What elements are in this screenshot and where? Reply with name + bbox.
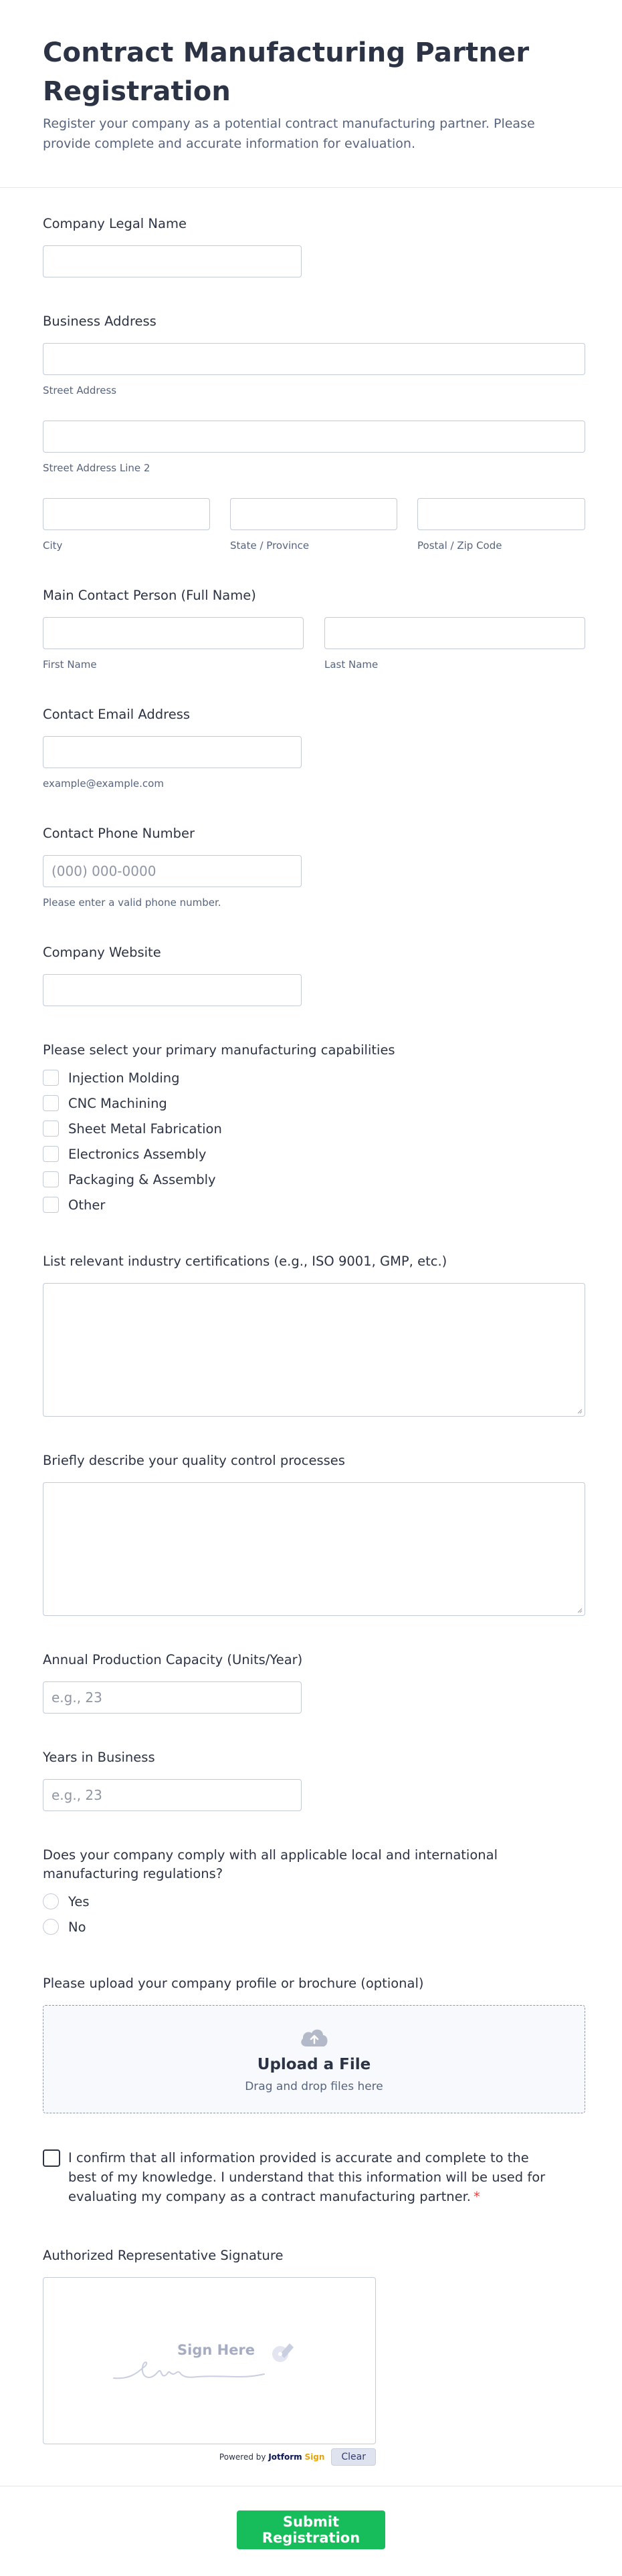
street2-sublabel: Street Address Line 2 [43,462,150,474]
quality-label: Briefly describe your quality control processes [43,1453,345,1468]
street2-input[interactable] [43,421,585,453]
phone-field [43,824,579,909]
confirm-field [43,2148,579,2206]
checkbox[interactable] [43,1197,59,1213]
website-label: Company Website [43,945,161,960]
state-sublabel: State / Province [230,540,310,552]
first-name-sublabel: First Name [43,659,97,671]
street-input[interactable] [43,343,585,375]
capability-option[interactable] [43,1116,579,1141]
radio-button[interactable] [43,1893,59,1909]
certifications-textarea[interactable] [43,1283,585,1417]
phone-input[interactable]: (000) 000-0000 [43,855,302,887]
capabilities-field [43,1041,579,1217]
upload-field [43,1974,579,2113]
phone-label: Contact Phone Number [43,826,195,841]
file-upload-dropzone[interactable] [43,2005,585,2113]
checkbox[interactable] [43,1171,59,1187]
brand-name: Jotform [268,2452,302,2462]
checkbox[interactable] [43,1095,59,1111]
capabilities-label: Please select your primary manufacturing capabilities [43,1042,395,1058]
confirm-text [68,2148,551,2206]
certifications-label: List relevant industry certifications (e.g., ISO 9001, GMP, etc.) [43,1254,447,1269]
capability-option[interactable] [43,1090,579,1116]
checkbox-label: Electronics Assembly [68,1146,207,1162]
capability-option[interactable] [43,1192,579,1217]
signature-field [43,2246,579,2466]
capacity-field [43,1651,579,1714]
radio-option-no[interactable] [43,1914,579,1940]
years-input[interactable]: e.g., 23 [43,1779,302,1811]
pen-icon [270,2337,298,2365]
phone-sublabel: Please enter a valid phone number. [43,897,221,909]
website-input[interactable] [43,974,302,1006]
compliance-label: Does your company comply with all applicable local and international manufacturing regulations? [43,1847,498,1881]
radio-label: Yes [68,1893,90,1909]
email-label: Contact Email Address [43,707,191,722]
capacity-label: Annual Production Capacity (Units/Year) [43,1652,303,1667]
checkbox-label: Packaging & Assembly [68,1171,216,1187]
state-input[interactable] [230,498,397,530]
city-sublabel: City [43,540,63,552]
upload-hint: Drag and drop files here [245,2080,383,2093]
checkbox[interactable] [43,1146,59,1162]
checkbox-label: Sheet Metal Fabrication [68,1121,222,1137]
capability-option[interactable] [43,1141,579,1167]
sign-here-hint: Sign Here [177,2342,255,2358]
registration-form [0,188,622,2466]
capability-option[interactable] [43,1167,579,1192]
powered-by-text: Powered by [219,2452,266,2462]
checkbox-label: CNC Machining [68,1095,167,1111]
form-header [0,0,622,188]
quality-textarea[interactable] [43,1482,585,1616]
radio-label: No [68,1919,86,1935]
upload-label: Please upload your company profile or brochure (optional) [43,1976,424,1991]
zip-input[interactable] [417,498,585,530]
email-input[interactable] [43,736,302,768]
upload-title: Upload a File [257,2056,371,2073]
capability-option[interactable] [43,1065,579,1090]
signature-label: Authorized Representative Signature [43,2248,284,2263]
years-label: Years in Business [43,1750,155,1765]
signature-pad[interactable] [43,2277,376,2444]
company-name-field [43,215,579,277]
contact-person-field [43,586,579,671]
years-field [43,1748,579,1811]
resize-handle-icon[interactable] [576,1407,583,1414]
checkbox[interactable] [43,1121,59,1137]
zip-sublabel: Postal / Zip Code [417,540,502,552]
email-field [43,705,579,790]
clear-signature-button[interactable]: Clear [331,2448,376,2466]
page-title: Contract Manufacturing Partner Registration [43,37,530,107]
checkbox[interactable] [43,1070,59,1086]
company-name-label: Company Legal Name [43,216,187,231]
first-name-input[interactable] [43,617,304,649]
company-name-input[interactable] [43,245,302,277]
signature-footer [43,2448,376,2466]
powered-by [219,2452,324,2462]
submit-button[interactable]: Submit Registration [237,2510,385,2549]
cloud-upload-icon [298,2025,330,2049]
address-field [43,312,579,552]
radio-button[interactable] [43,1919,59,1935]
certifications-field [43,1252,579,1417]
page-subtitle: Register your company as a potential contract manufacturing partner. Please provide complete and accurate information for evaluation. [43,116,535,151]
radio-option-yes[interactable] [43,1889,579,1914]
contact-person-label: Main Contact Person (Full Name) [43,588,256,603]
compliance-field [43,1846,579,1940]
last-name-input[interactable] [324,617,585,649]
city-input[interactable] [43,498,210,530]
email-sublabel: example@example.com [43,778,164,790]
website-field [43,943,579,1006]
checkbox-label: Injection Molding [68,1070,180,1086]
required-mark: * [474,2189,480,2204]
street-sublabel: Street Address [43,384,117,396]
confirm-statement: I confirm that all information provided is accurate and complete to the best of my knowledge. I understand that this information will be used for evaluating my company as a contract manufacturing partner. [68,2150,546,2204]
submit-area [0,2486,622,2576]
capacity-input[interactable]: e.g., 23 [43,1681,302,1714]
brand-suffix: Sign [304,2452,325,2462]
last-name-sublabel: Last Name [324,659,379,671]
quality-field [43,1451,579,1616]
resize-handle-icon[interactable] [576,1607,583,1613]
checkbox-label: Other [68,1197,106,1213]
confirm-checkbox[interactable] [43,2149,60,2167]
address-label: Business Address [43,314,157,329]
